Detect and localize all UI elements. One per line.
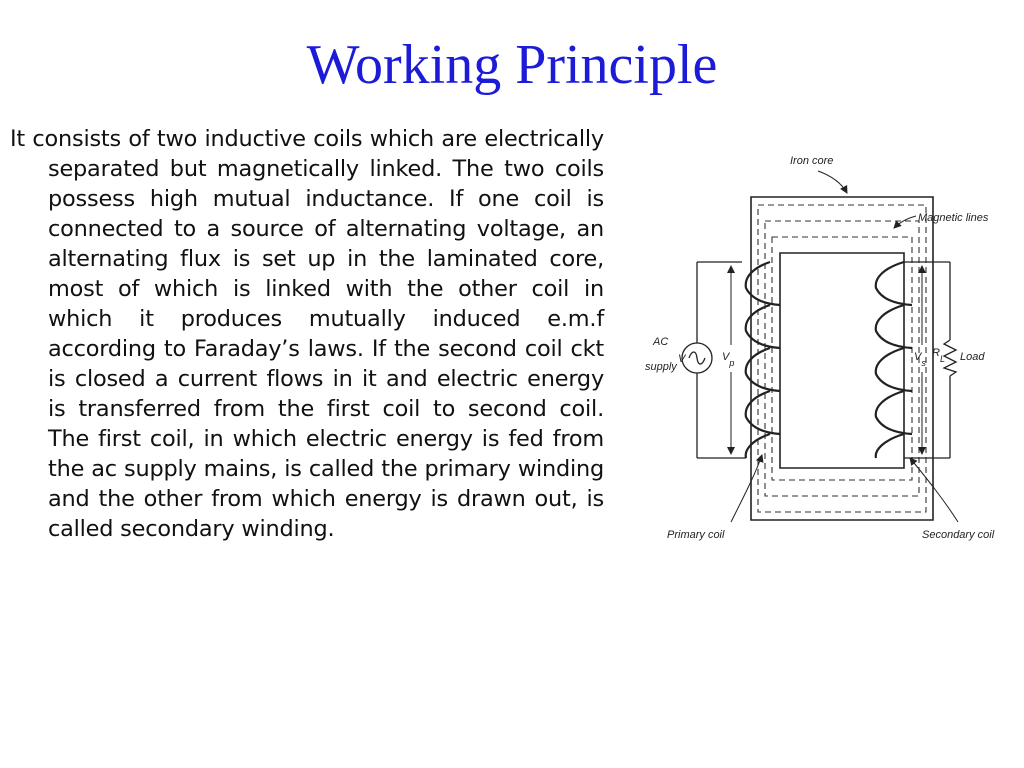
vs-label: $V_s$ <box>914 351 926 368</box>
iron-core-label: Iron core <box>790 155 834 167</box>
magnetic-lines-label: Magnetic lines <box>918 212 989 224</box>
slide-title: Working Principle <box>306 34 718 96</box>
secondary-coil <box>876 262 912 458</box>
ac-label: AC <box>653 336 669 348</box>
vp-label: $V_p$ <box>722 351 735 368</box>
iron-core <box>751 197 933 520</box>
load-resistor <box>944 340 956 376</box>
magnetic-lines <box>758 205 926 512</box>
primary-coil-label: Primary coil <box>667 529 725 541</box>
supply-label: supply <box>645 361 677 373</box>
rl-label: $R_L$ <box>932 347 945 364</box>
body-paragraph: It consists of two inductive coils which are electrically separated but magnetically linked. The two coils possess high mutual inductance. If one coil is connected to a source of alternating voltage, an alternating flux is set up in the laminated core, most of which is linked with the other coil in which it produces mutually induced e.m.f according to Faraday’s laws. If the second coil ckt is closed a current flows in it and electric energy is transferred from the first coil to second coil. The first coil, in which electric energy is fed from the ac supply mains, is called the primary winding and the other from which energy is drawn out, is called secondary winding. <box>10 126 604 542</box>
load-label: Load <box>960 351 985 363</box>
secondary-coil-label: Secondary coil <box>922 529 995 541</box>
source-v-label: V <box>678 353 686 365</box>
transformer-diagram <box>630 140 1010 550</box>
primary-circuit <box>682 262 746 458</box>
